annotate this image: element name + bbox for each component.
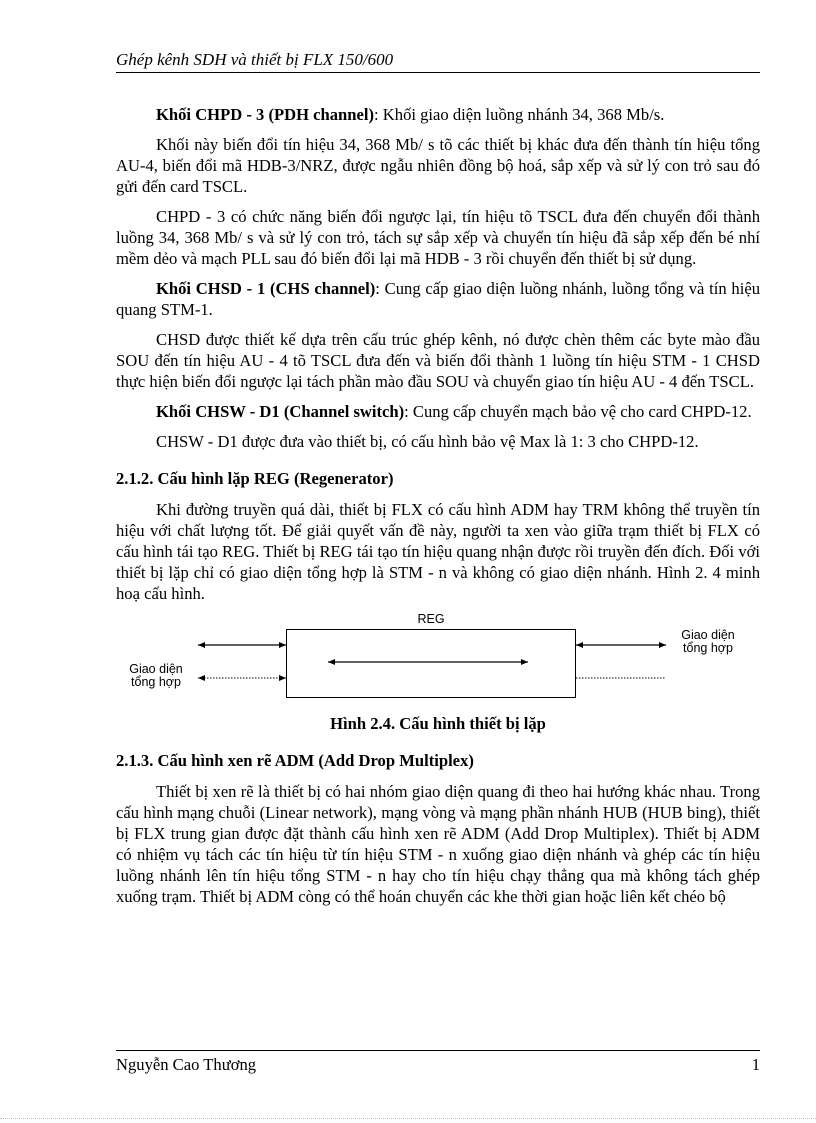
running-header (116, 50, 760, 73)
section-heading-2-1-3: 2.1.3. Cấu hình xen rẽ ADM (Add Drop Multiplex) (116, 751, 474, 770)
paragraph: Khi đường truyền quá dài, thiết bị FLX có cấu hình ADM hay TRM không thể truyền tín hiệu với chất lượng tốt. Để giải quyết vấn đề này, người ta xen vào giữa trạm thiết bị FLX có cấu hình tái tạo REG. Thiết bị REG tái tạo tín hiệu quang nhận được rồi truyền đến đích. Đối với thiết bị lặp chỉ có giao diện tổng hợp là STM - n và không có giao diện nhánh. Hình 2. 4 minh hoạ cấu hình. (116, 500, 760, 603)
paragraph: Thiết bị xen rẽ là thiết bị có hai nhóm giao diện quang đi theo hai hướng khác nhau. Trong cấu hình mạng chuỗi (Linear network), mạng vòng và mạng phần nhánh HUB (HUB bing), thiết bị FLX trung gian được đặt thành cấu hình xen rẽ ADM (Add Drop Multiplex). Thiết bị ADM có nhiệm vụ tách các tín hiệu từ tín hiệu STM - n xuống giao diện nhánh và ghép các tín hiệu luồng nhánh lên tín hiệu tổng STM - n hay cho tín hiệu chạy thẳng qua mà không tách ghép xuống trạm. Thiết bị ADM còng có thể hoán chuyển các khe thời gian hoặc liên kết chéo bộ (116, 782, 760, 906)
paragraph-text: : Cung cấp chuyển mạch bảo vệ cho card CHPD-12. (404, 402, 752, 421)
paragraph: CHSD được thiết kế dựa trên cấu trúc ghép kênh, nó được chèn thêm các byte mào đầu SOU đến tín hiệu AU - 4 tõ TSCL đưa đến và biến đổi thành 1 luồng tín hiệu STM - 1 CHSD thực hiện biến đổi ngược lại tách phần mào đầu SOU và chuyển giao tín hiệu AU - 4 đến TSCL. (116, 330, 760, 391)
paragraph-text: : Khối giao diện luồng nhánh 34, 368 Mb/s. (374, 105, 665, 124)
figure-arrows (116, 613, 760, 709)
right-interface-label-line1: Giao diện (681, 628, 735, 642)
bottom-divider (0, 1118, 816, 1119)
page-body (116, 104, 760, 916)
right-interface-label (668, 629, 748, 655)
paragraph-chsd1 (116, 278, 760, 320)
footer-author: Nguyễn Cao Thương (116, 1055, 257, 1074)
figure-box-label: REG (417, 612, 445, 626)
paragraph: Khối này biến đổi tín hiệu 34, 368 Mb/ s tõ các thiết bị khác đưa đến thành tín hiệu tổng AU-4, biến đổi mã HDB-3/NRZ, được ngẫu nhiên đồng bộ hoá, sắp xếp và sử lý con trỏ sau đó gửi đến card TSCL. (116, 135, 760, 196)
paragraph: CHPD - 3 có chức năng biến đổi ngược lại, tín hiệu tõ TSCL đưa đến chuyển đổi thành luồng 34, 368 Mb/ s và sử lý con trỏ, tách sự sắp xếp và chuyển tín hiệu đã sắp xếp đến bé nhí mềm dẻo và mạch PLL sau đó biến đổi lại mã HDB - 3 rồi chuyển đến thiết bị sử dụng. (116, 207, 760, 268)
header-title: Ghép kênh SDH và thiết bị FLX 150/600 (116, 50, 394, 69)
section-heading-2-1-2: 2.1.2. Cấu hình lặp REG (Regenerator) (116, 469, 394, 488)
right-interface-label-line2: tổng hợp (683, 641, 733, 655)
page-footer (116, 1050, 760, 1075)
page-number: 1 (751, 1055, 760, 1074)
paragraph-chsw-d1 (116, 401, 760, 422)
paragraph-lead: Khối CHSW - D1 (Channel switch) (156, 402, 405, 421)
figure-caption: Hình 2.4. Cấu hình thiết bị lặp (330, 714, 546, 733)
paragraph-chpd3 (116, 104, 760, 125)
paragraph: CHSW - D1 được đưa vào thiết bị, có cấu hình bảo vệ Max là 1: 3 cho CHPD-12. (156, 432, 699, 451)
left-interface-label-line1: Giao diện (129, 662, 183, 676)
paragraph-text: : Cung cấp giao diện luồng nhánh, luồng tổng và tín hiệu quang STM-1. (116, 279, 760, 319)
left-interface-label (116, 663, 196, 689)
figure-reg-configuration (116, 613, 760, 709)
left-interface-label-line2: tổng hợp (131, 675, 181, 689)
paragraph-lead: Khối CHSD - 1 (CHS channel) (156, 279, 376, 298)
paragraph-lead: Khối CHPD - 3 (PDH channel) (156, 105, 375, 124)
